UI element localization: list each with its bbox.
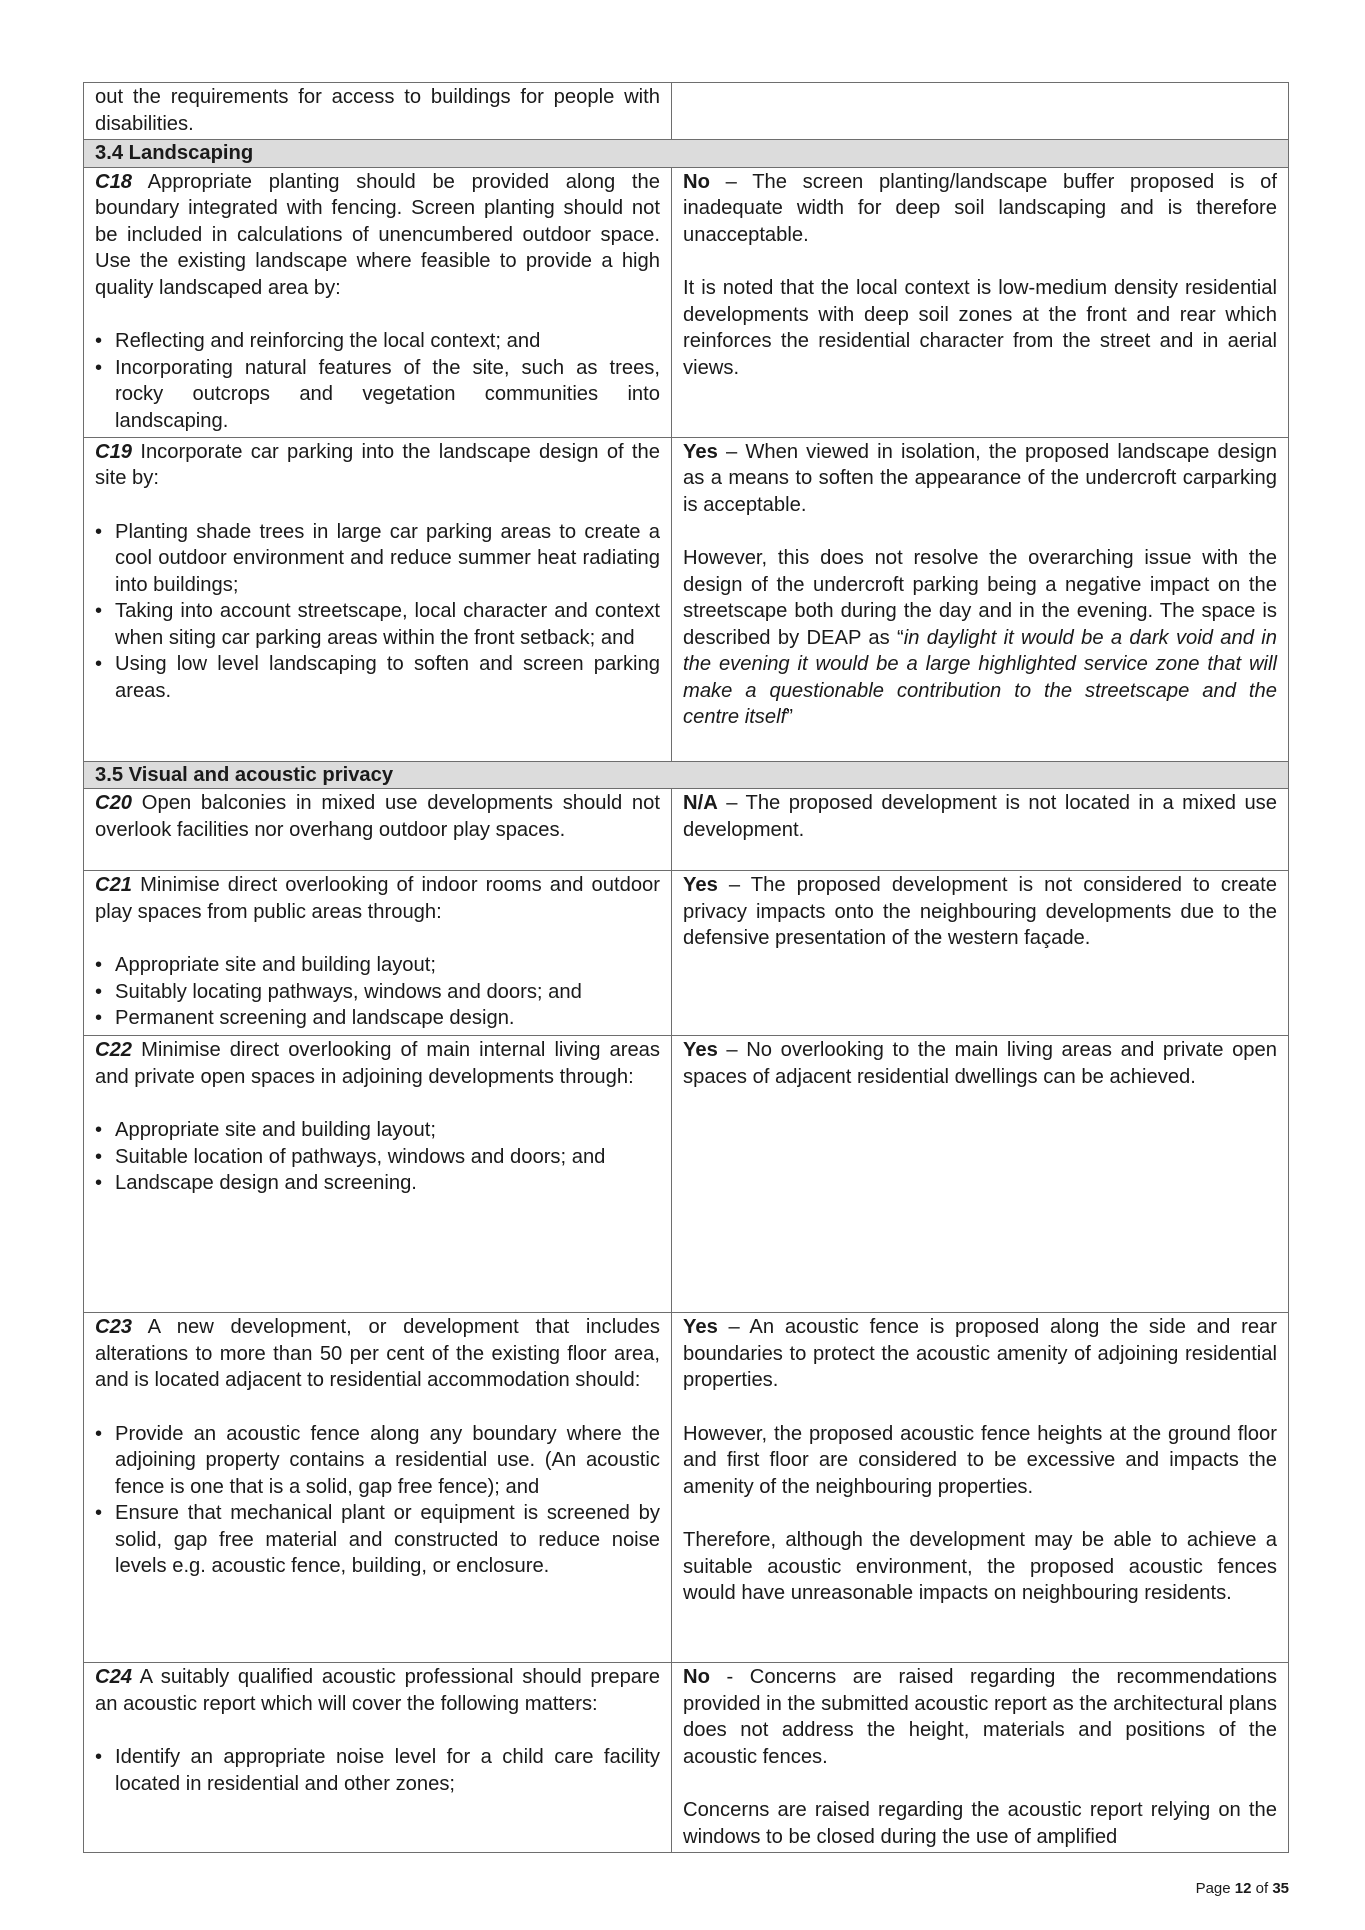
list-item: • Appropriate site and building layout;	[115, 952, 660, 979]
response-cell	[672, 871, 1289, 1036]
table-row	[84, 789, 1289, 871]
page-number: Page 12 of 35	[1195, 1880, 1289, 1897]
response-text: Yes – The proposed development is not considered to create privacy impacts onto the neighbouring developments due to the defensive presentation of the western façade.	[683, 874, 1277, 949]
requirement-list	[95, 519, 660, 705]
requirement-cell	[84, 437, 672, 761]
list-item: • Taking into account streetscape, local character and context when siting car parking areas within the front setback; and	[115, 598, 660, 651]
verdict-label: Yes	[683, 440, 718, 463]
deap-quote: in daylight it would be a dark void and in the evening it would be a large highlighted service zone that will make a questionable contribution to the streetscape and the centre itself	[683, 626, 1277, 728]
response-text: Therefore, although the development may be able to achieve a suitable acoustic environment, the proposed acoustic fences would have unreasonable impacts on neighbouring residents.	[683, 1529, 1277, 1604]
requirement-text: C20 Open balconies in mixed use developments should not overlook facilities nor overhang outdoor play spaces.	[95, 792, 660, 841]
verdict-label: Yes	[683, 874, 718, 896]
control-code: C23	[95, 1316, 133, 1338]
response-text: However, the proposed acoustic fence heights at the ground floor and first floor are considered to be excessive and impacts the amenity of the neighbouring properties.	[683, 1422, 1277, 1498]
requirement-text: C21 Minimise direct overlooking of indoor rooms and outdoor play spaces from public areas through:	[95, 874, 660, 923]
response-cell	[672, 437, 1289, 761]
list-item: • Identify an appropriate noise level for a child care facility located in residential and other zones;	[115, 1744, 660, 1797]
requirement-cell	[84, 1036, 672, 1313]
table-row	[84, 1313, 1289, 1663]
list-item: • Appropriate site and building layout;	[115, 1117, 660, 1144]
table-row	[84, 1663, 1289, 1853]
table-row	[84, 83, 1289, 140]
requirement-text: C24 A suitably qualified acoustic professional should prepare an acoustic report which will cover the following matters:	[95, 1666, 660, 1715]
requirement-cell	[84, 83, 672, 140]
list-item: • Using low level landscaping to soften and screen parking areas.	[115, 651, 660, 704]
section-header-row	[84, 140, 1289, 168]
section-title: 3.4 Landscaping	[84, 140, 1289, 168]
response-text: Concerns are raised regarding the acoustic report relying on the windows to be closed during the use of amplified	[683, 1799, 1277, 1848]
section-header-row	[84, 761, 1289, 789]
response-text: It is noted that the local context is low-medium density residential developments with deep soil zones at the front and rear which reinforces the residential character from the street and in aerial views.	[683, 277, 1277, 379]
table-row	[84, 437, 1289, 761]
response-text: However, this does not resolve the overarching issue with the design of the undercroft parking being a negative impact on the streetscape both during the day and in the evening. The space is described by DEAP as “in daylight it would be a dark void and in the evening it would be a large highlighted service zone that will make a questionable contribution to the streetscape and the centre itself”	[683, 547, 1277, 728]
response-text: No - Concerns are raised regarding the recommendations provided in the submitted acoustic report as the architectural plans does not address the height, materials and positions of the acoustic fences.	[683, 1666, 1277, 1768]
verdict-label: No	[683, 1666, 710, 1688]
requirement-list	[95, 952, 660, 1032]
requirement-list	[95, 1421, 660, 1580]
control-code: C24	[95, 1666, 133, 1688]
control-code: C20	[95, 792, 133, 814]
response-text: Yes – No overlooking to the main living areas and private open spaces of adjacent residential dwellings can be achieved.	[683, 1039, 1277, 1088]
requirement-text: C22 Minimise direct overlooking of main internal living areas and private open spaces in adjoining developments through:	[95, 1039, 660, 1088]
requirement-text: C23 A new development, or development that includes alterations to more than 50 per cent of the existing floor area, and is located adjacent to residential accommodation should:	[95, 1316, 660, 1391]
current-page: 12	[1234, 1880, 1252, 1897]
list-item: • Provide an acoustic fence along any boundary where the adjoining property contains a residential use. (An acoustic fence is one that is a solid, gap free fence); and	[115, 1421, 660, 1501]
section-title: 3.5 Visual and acoustic privacy	[84, 761, 1289, 789]
requirement-cell	[84, 871, 672, 1036]
response-cell	[672, 1036, 1289, 1313]
response-cell	[672, 167, 1289, 437]
control-code: C22	[95, 1039, 133, 1061]
response-text: Yes – An acoustic fence is proposed along the side and rear boundaries to protect the acoustic amenity of adjoining residential properties.	[683, 1316, 1277, 1391]
response-cell	[672, 1313, 1289, 1663]
verdict-label: Yes	[683, 1316, 718, 1338]
requirement-list	[95, 328, 660, 434]
list-item: • Suitably locating pathways, windows and doors; and	[115, 979, 660, 1006]
list-item: • Reflecting and reinforcing the local context; and	[115, 328, 660, 355]
response-cell	[672, 789, 1289, 871]
requirement-cell	[84, 167, 672, 437]
requirement-cell	[84, 1663, 672, 1853]
list-item: • Landscape design and screening.	[115, 1170, 660, 1197]
control-code: C18	[95, 170, 133, 193]
compliance-table	[83, 82, 1289, 1853]
requirement-cell	[84, 1313, 672, 1663]
response-text: N/A – The proposed development is not located in a mixed use development.	[683, 792, 1277, 841]
requirement-text: C19 Incorporate car parking into the landscape design of the site by:	[95, 440, 660, 489]
response-cell	[672, 1663, 1289, 1853]
requirement-text: out the requirements for access to buildings for people with disabilities.	[95, 86, 660, 135]
verdict-label: No	[683, 170, 710, 193]
control-code: C19	[95, 440, 133, 463]
list-item: • Ensure that mechanical plant or equipment is screened by solid, gap free material and constructed to reduce noise levels e.g. acoustic fence, building, or enclosure.	[115, 1500, 660, 1580]
list-item: • Incorporating natural features of the site, such as trees, rocky outcrops and vegetation communities into landscaping.	[115, 355, 660, 435]
total-pages: 35	[1272, 1880, 1289, 1897]
response-cell	[672, 83, 1289, 140]
requirement-list	[95, 1117, 660, 1197]
verdict-label: Yes	[683, 1039, 718, 1061]
requirement-list	[95, 1744, 660, 1797]
table-row	[84, 1036, 1289, 1313]
verdict-label: N/A	[683, 792, 718, 814]
response-text: Yes – When viewed in isolation, the proposed landscape design as a means to soften the appearance of the undercroft carparking is acceptable.	[683, 440, 1277, 516]
list-item: • Planting shade trees in large car parking areas to create a cool outdoor environment and reduce summer heat radiating into buildings;	[115, 519, 660, 599]
table-row	[84, 871, 1289, 1036]
list-item: • Suitable location of pathways, windows and doors; and	[115, 1144, 660, 1171]
list-item: • Permanent screening and landscape design.	[115, 1005, 660, 1032]
requirement-cell	[84, 789, 672, 871]
response-text: No – The screen planting/landscape buffer proposed is of inadequate width for deep soil landscaping and is therefore unacceptable.	[683, 170, 1277, 246]
table-row	[84, 167, 1289, 437]
requirement-text: C18 Appropriate planting should be provided along the boundary integrated with fencing. Screen planting should not be included in calculations of unencumbered outdoor space. Use the existing landscape where feasible to provide a high quality landscaped area by:	[95, 170, 660, 299]
control-code: C21	[95, 874, 133, 896]
